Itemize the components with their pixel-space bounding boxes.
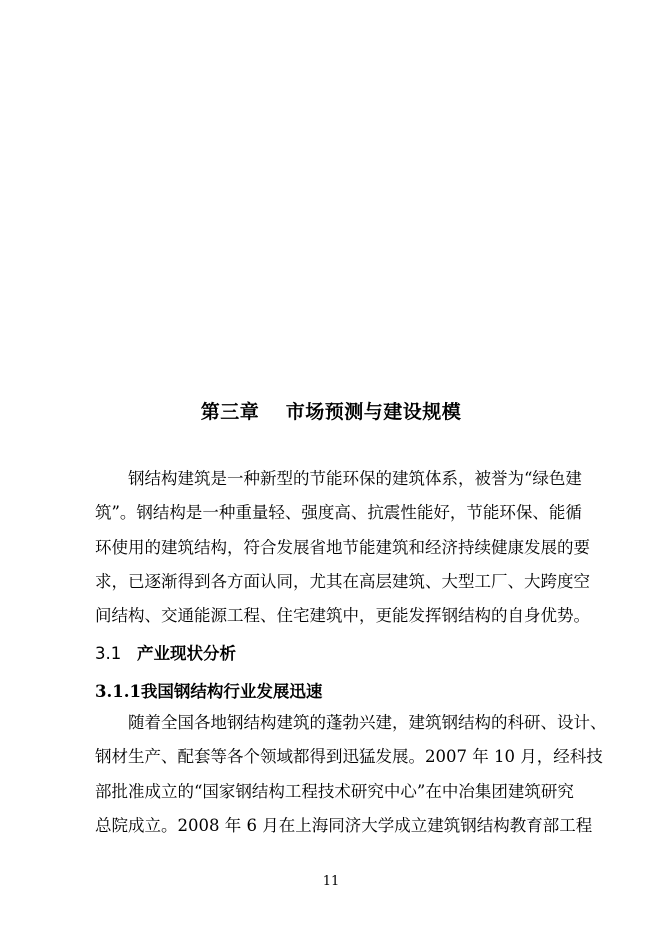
paragraph-2-line-2: 钢材生产、配套等各个领域都得到迅猛发展。2007 年 10 月，经科技 xyxy=(95,747,603,766)
paragraph-2-line-3: 部批准成立的“国家钢结构工程技术研究中心”在中冶集团建筑研究 xyxy=(95,782,574,801)
paragraph-1-line-1: 钢结构建筑是一种新型的节能环保的建筑体系，被誉为“绿色建 xyxy=(128,469,582,488)
chapter-title: 第三章 市场预测与建设规模 xyxy=(200,401,462,423)
paragraph-1-line-2: 筑”。钢结构是一种重量轻、强度高、抗震性能好，节能环保、能循 xyxy=(95,503,582,522)
paragraph-1-line-5: 间结构、交通能源工程、住宅建筑中，更能发挥钢结构的自身优势。 xyxy=(95,606,590,625)
paragraph-2-line-1: 随着全国各地钢结构建筑的蓬勃兴建，建筑钢结构的科研、设计、 xyxy=(128,713,607,732)
section-title: 产业现状分析 xyxy=(137,644,236,663)
paragraph-1-line-3: 环使用的建筑结构，符合发展省地节能建筑和经济持续健康发展的要 xyxy=(95,538,590,557)
paragraph-2-line-4: 总院成立。2008 年 6 月在上海同济大学成立建筑钢结构教育部工程 xyxy=(95,816,593,835)
paragraph-1-line-4: 求，已逐渐得到各方面认同，尤其在高层建筑、大型工厂、大跨度空 xyxy=(95,572,590,591)
page-number: 11 xyxy=(322,874,340,889)
subsection-heading: 3.1.1我国钢结构行业发展迅速 xyxy=(95,682,323,701)
section-heading xyxy=(95,640,236,664)
section-number: 3.1 xyxy=(95,644,122,663)
